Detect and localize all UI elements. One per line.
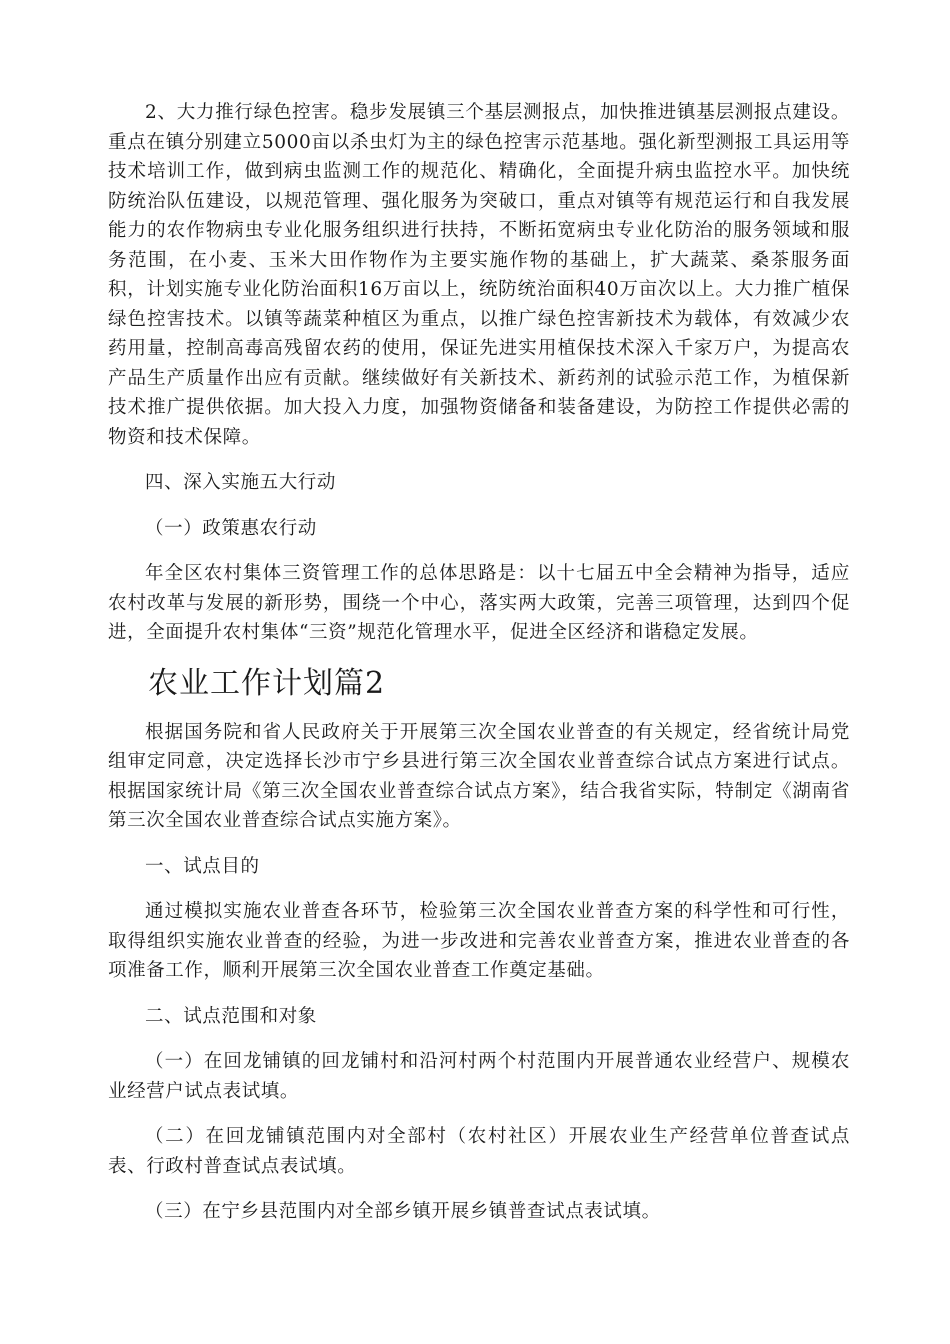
scope-item-2: （二）在回龙铺镇范围内对全部村（农村社区）开展农业生产经营单位普查试点表、行政村普查试点表试填。 xyxy=(108,1126,850,1177)
section-heading-four: 四、深入实施五大行动 xyxy=(145,472,337,493)
paragraph-purpose: 通过模拟实施农业普查各环节，检验第三次全国农业普查方案的科学性和可行性，取得组织实施农业普查的经验，为进一步改进和完善农业普查方案，推进农业普查的各项准备工作，顺利开展第三次全国农业普查工作奠定基础。 xyxy=(108,901,850,981)
paragraph-green-pest-control: 2、大力推行绿色控害。稳步发展镇三个基层测报点，加快推进镇基层测报点建设。重点在镇分别建立5000亩以杀虫灯为主的绿色控害示范基地。强化新型测报工具运用等技术培训工作，做到病虫监测工作的规范化、精确化，全面提升病虫监控水平。加快统防统治队伍建设，以规范管理、强化服务为突破口，重点对镇等有规范运行和自我发展能力的农作物病虫专业化服务组织进行扶持，不断拓宽病虫专业化防治的服务领域和服务范围，在小麦、玉米大田作物作为主要实施作物的基础上，扩大蔬菜、桑茶服务面积，计划实施专业化防治面积16万亩以上，统防统治面积40万亩次以上。大力推广植保绿色控害技术。以镇等蔬菜种植区为重点，以推广绿色控害新技术为载体，有效减少农药用量，控制高毒高残留农药的使用，保证先进实用植保技术深入千家万户，为提高农产品生产质量作出应有贡献。继续做好有关新技术、新药剂的试验示范工作，为植保新技术推广提供依据。加大投入力度，加强物资储备和装备建设，为防控工作提供必需的物资和技术保障。 xyxy=(108,102,850,448)
section-heading-purpose: 一、试点目的 xyxy=(145,855,260,877)
section-heading-scope: 二、试点范围和对象 xyxy=(145,1005,317,1027)
paragraph-census-intro: 根据国务院和省人民政府关于开展第三次全国农业普查的有关规定，经省统计局党组审定同意，决定选择长沙市宁乡县进行第三次全国农业普查综合试点方案进行试点。根据国家统计局《第三次全国农业普查综合试点方案》，结合我省实际，特制定《湖南省第三次全国农业普查综合试点实施方案》。 xyxy=(108,721,850,831)
subsection-heading-policy: （一）政策惠农行动 xyxy=(145,517,317,539)
paragraph-three-assets: 年全区农村集体三资管理工作的总体思路是：以十七届五中全会精神为指导，适应农村改革与发展的新形势，围绕一个中心，落实两大政策，完善三项管理，达到四个促进，全面提升农村集体“三资”规范化管理水平，促进全区经济和谐稳定发展。 xyxy=(108,563,850,643)
scope-item-3: （三）在宁乡县范围内对全部乡镇开展乡镇普查试点表试填。 xyxy=(145,1201,661,1222)
chapter-title: 农业工作计划篇2 xyxy=(148,665,386,701)
document-page xyxy=(108,98,850,1227)
scope-item-1: （一）在回龙铺镇的回龙铺村和沿河村两个村范围内开展普通农业经营户、规模农业经营户试点表试填。 xyxy=(108,1051,850,1102)
